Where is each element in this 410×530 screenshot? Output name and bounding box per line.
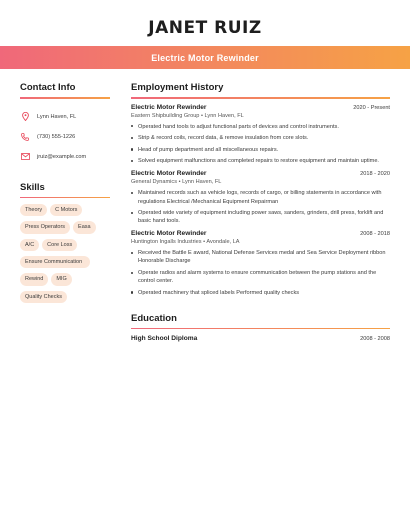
education-rule [131, 328, 390, 330]
skill-chip: Quality Checks [20, 291, 67, 303]
phone-icon [20, 132, 30, 142]
education-entry [131, 335, 390, 342]
job-dates: 2020 - Present [353, 104, 390, 111]
contact-list [20, 107, 110, 167]
job-bullet: Operated machinery that spliced labels Performed quality checks [131, 289, 390, 297]
job-bullet: Operated hand tools to adjust functional parts of devices and control instruments. [131, 123, 390, 131]
job-entry [131, 104, 390, 166]
degree-title: High School Diploma [131, 335, 198, 343]
job-title: Electric Motor Rewinder [131, 103, 207, 111]
skill-chip: Press Operators [20, 221, 70, 233]
job-entry [131, 230, 390, 297]
headline-band [0, 46, 410, 69]
employment-heading: Employment History [131, 82, 224, 93]
job-company: Huntington Ingalls Industries • Avondale, LA [131, 239, 240, 246]
contact-heading: Contact Info [20, 82, 76, 93]
skill-chip: Theory [20, 204, 47, 216]
company-location: Lynn Haven, FL [204, 112, 244, 119]
skill-chip: C Motors [50, 204, 82, 216]
skill-chip: Core Loss [42, 239, 77, 251]
skills-list [20, 204, 110, 308]
company-name: General Dynamics [131, 179, 178, 186]
job-title: Electric Motor Rewinder [131, 170, 207, 178]
contact-location [20, 107, 110, 127]
employment-rule [131, 97, 390, 99]
job-bullet: Head of pump department and all miscellaneous repairs. [131, 146, 390, 154]
job-title: Electric Motor Rewinder [131, 230, 207, 238]
headline-title: Electric Motor Rewinder [151, 52, 259, 63]
contact-phone [20, 127, 110, 147]
company-location: Lynn Haven, FL [182, 179, 222, 186]
envelope-icon [20, 152, 30, 162]
job-company: General Dynamics • Lynn Haven, FL [131, 179, 222, 186]
education-dates: 2008 - 2008 [360, 336, 390, 343]
job-bullets [131, 249, 390, 297]
contact-email [20, 147, 110, 167]
skill-chip: Ensure Communication [20, 256, 90, 268]
contact-rule [20, 97, 110, 99]
education-heading: Education [131, 312, 177, 324]
skills-heading: Skills [20, 181, 45, 193]
job-entry [131, 170, 390, 225]
location-text: Lynn Haven, FL [37, 113, 77, 120]
job-company: Eastern Shipbuilding Group • Lynn Haven, FL [131, 112, 244, 119]
skill-chip: MIG [51, 273, 71, 285]
right-column [131, 82, 390, 342]
phone-text: (730) 555-1226 [37, 133, 76, 140]
company-name: Huntington Ingalls Industries [131, 239, 202, 246]
job-bullet: Strip & record coils, record data, & remove insulation from core slots. [131, 134, 390, 142]
job-bullet: Operate radios and alarm systems to ensure communication between the pump stations and the control center. [131, 269, 390, 285]
job-dates: 2008 - 2018 [360, 231, 390, 238]
job-bullet: Received the Battle E award, National Defense Services medal and Sea Service Deployment ribbon Honorable Discharge [131, 249, 390, 265]
company-name: Eastern Shipbuilding Group [131, 112, 200, 119]
skills-rule [20, 197, 110, 199]
left-column [20, 82, 110, 308]
candidate-name: JANET RUIZ [148, 18, 262, 38]
job-bullets [131, 123, 390, 166]
job-bullet: Solved equipment malfunctions and completed repairs to restore equipment and maintain uptime. [131, 157, 390, 165]
job-bullets [131, 189, 390, 225]
company-location: Avondale, LA [206, 239, 240, 246]
skill-chip: Rewind [20, 273, 48, 285]
job-bullet: Operated wide variety of equipment including power saws, sanders, grinders, drill press, forklift and basic hand tools. [131, 209, 390, 225]
job-bullet: Maintained records such as vehicle logs, records of cargo, or billing statements in accordance with regulations Electrical /Mechanical Equipment Repairman [131, 189, 390, 205]
map-pin-icon [20, 112, 30, 122]
skill-chip: Easa [73, 221, 96, 233]
job-dates: 2018 - 2020 [360, 171, 390, 178]
email-text[interactable]: jruiz@example.com [37, 153, 87, 160]
skill-chip: A/C [20, 239, 39, 251]
